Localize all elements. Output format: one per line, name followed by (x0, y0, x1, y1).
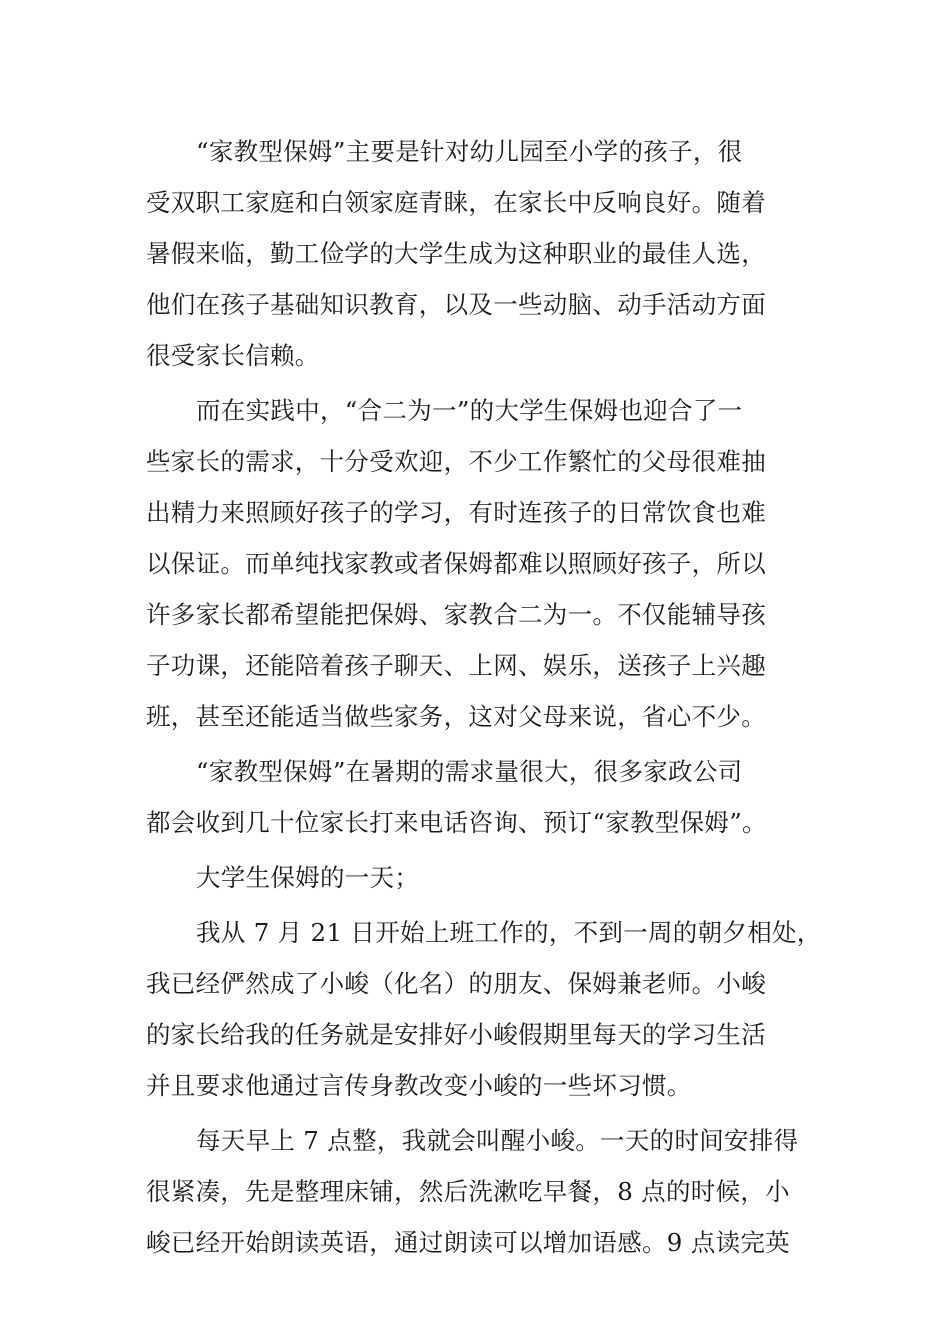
text-line: 以保证。而单纯找家教或者保姆都难以照顾好孩子，所以 (146, 549, 766, 578)
paragraph-1 (146, 126, 816, 381)
text-line: 班，甚至还能适当做些家务，这对父母来说，省心不少。 (146, 702, 766, 731)
paragraph-6 (146, 1115, 816, 1268)
text-line: 受双职工家庭和白领家庭青睐，在家长中反响良好。随着 (146, 188, 766, 217)
text-line: 的家长给我的任务就是安排好小峻假期里每天的学习生活 (146, 1020, 766, 1049)
text-line: 些家长的需求，十分受欢迎，不少工作繁忙的父母很难抽 (146, 447, 766, 476)
text-line: 大学生保姆的一天； (196, 863, 420, 892)
text-line: 很受家长信赖。 (146, 341, 320, 370)
text-line: 而在实践中，“合二为一”的大学生保姆也迎合了一 (196, 396, 743, 425)
text-line: 峻已经开始朗读英语，通过朗读可以增加语感。9 点读完英 (146, 1228, 790, 1257)
text-line: 每天早上 7 点整，我就会叫醒小峻。一天的时间安排得 (196, 1126, 799, 1155)
text-line: 我已经俨然成了小峻（化名）的朋友、保姆兼老师。小峻 (146, 969, 766, 998)
text-line: “家教型保姆”在暑期的需求量很大，很多家政公司 (196, 757, 743, 786)
text-line: 很紧凑，先是整理床铺，然后洗漱吃早餐，8 点的时候，小 (146, 1177, 790, 1206)
text-line: 我从 7 月 21 日开始上班工作的，不到一周的朝夕相处， (196, 918, 822, 947)
paragraph-4 (146, 852, 816, 903)
text-line: 出精力来照顾好孩子的学习，有时连孩子的日常饮食也难 (146, 498, 766, 527)
text-line: 都会收到几十位家长打来电话咨询、预订“家教型保姆”。 (146, 808, 767, 837)
text-line: “家教型保姆”主要是针对幼儿园至小学的孩子，很 (196, 137, 743, 166)
paragraph-3 (146, 746, 816, 848)
document-body (146, 126, 822, 1272)
paragraph-5 (146, 907, 822, 1111)
text-line: 并且要求他通过言传身教改变小峻的一些坏习惯。 (146, 1071, 692, 1100)
paragraph-2 (146, 385, 816, 742)
text-line: 他们在孩子基础知识教育，以及一些动脑、动手活动方面 (146, 290, 766, 319)
text-line: 子功课，还能陪着孩子聊天、上网、娱乐，送孩子上兴趣 (146, 651, 766, 680)
text-line: 暑假来临，勤工俭学的大学生成为这种职业的最佳人选， (146, 239, 766, 268)
text-line: 许多家长都希望能把保姆、家教合二为一。不仅能辅导孩 (146, 600, 766, 629)
